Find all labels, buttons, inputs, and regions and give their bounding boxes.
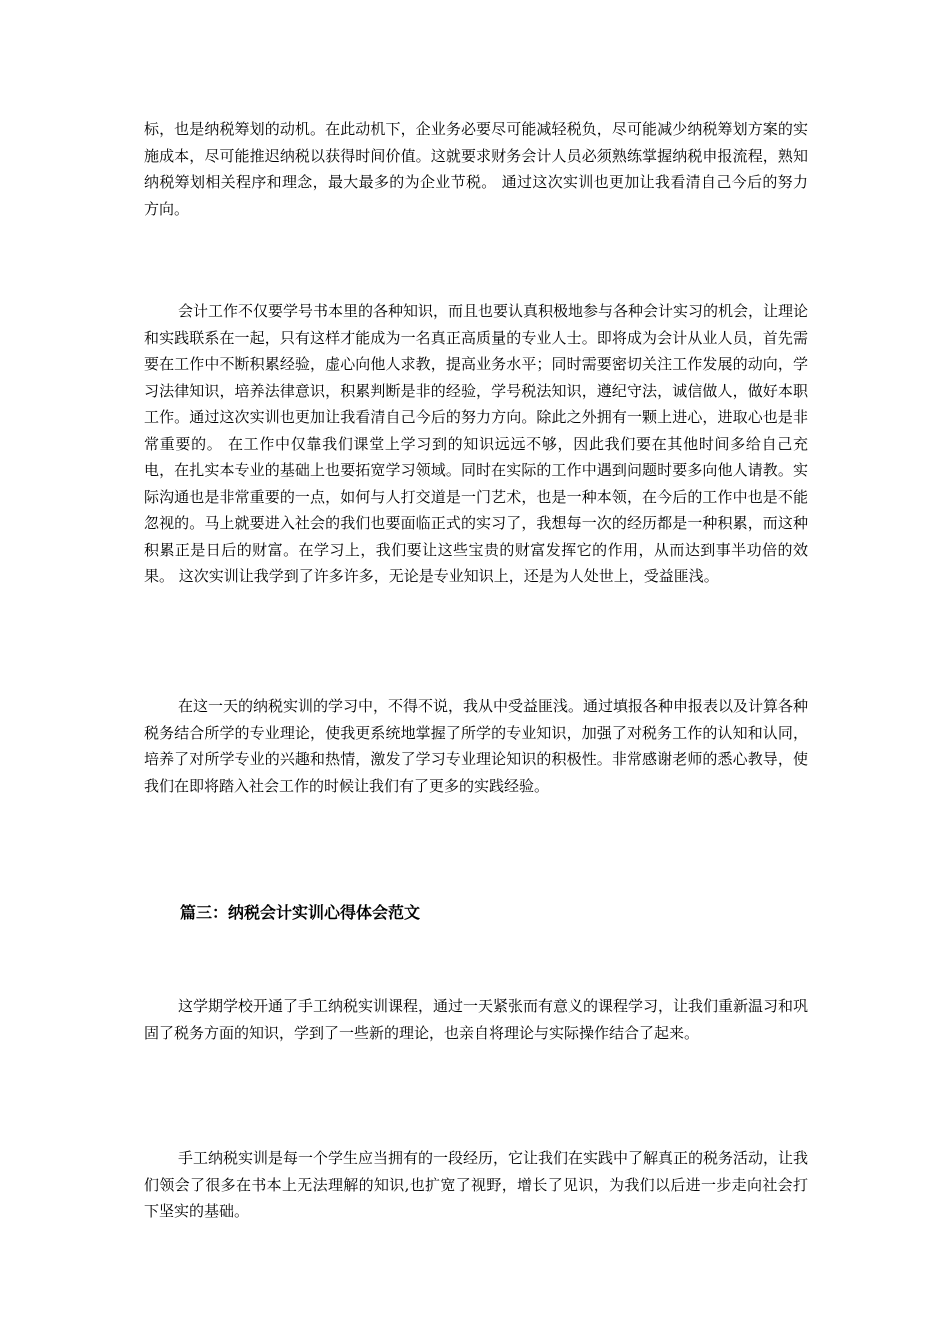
paragraph-course-intro: 这学期学校开通了手工纳税实训课程，通过一天紧张而有意义的课程学习，让我们重新温习和巩固了税务方面的知识，学到了一些新的理论，也亲自将理论与实际操作结合了起来。 bbox=[144, 997, 809, 1042]
paragraph-tax-training-day: 在这一天的纳税实训的学习中，不得不说，我从中受益匪浅。通过填报各种申报表以及计算各种税务结合所学的专业理论，使我更系统地掌握了所学的专业知识，加强了对税务工作的认知和认同，培养了对所学专业的兴趣和热情，激发了学习专业理论知识的积极性。非常感谢老师的悉心教导，使我们在即将踏入社会工作的时候让我们有了更多的实践经验。 bbox=[144, 697, 809, 795]
section-heading: 篇三：纳税会计实训心得体会范文 bbox=[180, 903, 421, 922]
paragraph-continued: 标，也是纳税筹划的动机。在此动机下，企业务必要尽可能减轻税负，尽可能减少纳税筹划方案的实施成本，尽可能推迟纳税以获得时间价值。这就要求财务会计人员必须熟练掌握纳税申报流程，熟知纳税筹划相关程序和理念，最大最多的为企业节税。 通过这次实训也更加让我看清自己今后的努力方向。 bbox=[144, 120, 808, 218]
paragraph-manual-tax-training: 手工纳税实训是每一个学生应当拥有的一段经历，它让我们在实践中了解真正的税务活动，让我们领会了很多在书本上无法理解的知识,也扩宽了视野，增长了见识，为我们以后进一步走向社会打下坚实的基础。 bbox=[144, 1149, 809, 1220]
paragraph-accounting-work: 会计工作不仅要学号书本里的各种知识，而且也要认真积极地参与各种会计实习的机会，让理论和实践联系在一起，只有这样才能成为一名真正高质量的专业人士。即将成为会计从业人员，首先需要在工作中不断积累经验，虚心向他人求教，提高业务水平；同时需要密切关注工作发展的动向，学习法律知识，培养法律意识，积累判断是非的经验，学号税法知识，遵纪守法，诚信做人，做好本职工作。通过这次实训也更加让我看清自己今后的努力方向。除此之外拥有一颗上进心，进取心也是非常重要的。 在工作中仅靠我们课堂上学习到的知识远远不够，因此我们要在其他时间多给自己充电，在扎实本专业的基础上也要拓宽学习领域。同时在实际的工作中遇到问题时要多向他人请教。实际沟通也是非常重要的一点，如何与人打交道是一门艺术，也是一种本领，在今后的工作中也是不能忽视的。马上就要进入社会的我们也要面临正式的实习了，我想每一次的经历都是一种积累，而这种积累正是日后的财富。在学习上，我们要让这些宝贵的财富发挥它的作用，从而达到事半功倍的效果。 这次实训让我学到了许多许多，无论是专业知识上，还是为人处世上，受益匪浅。 bbox=[144, 302, 809, 585]
